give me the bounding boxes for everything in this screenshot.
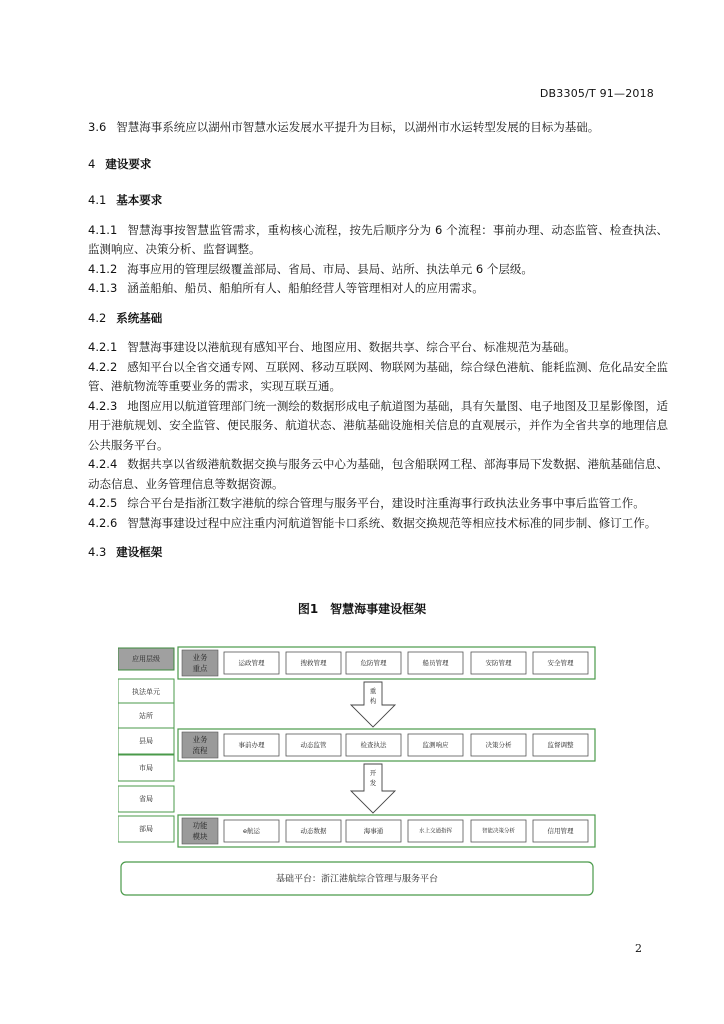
level-label: 市局 bbox=[139, 764, 153, 772]
clause-text: 地图应用以航道管理部门统一测绘的数据形成电子航道图为基础，具有矢量图、电子地图及卫星影像图，适用于港航规划、安全监管、便民服务、航道状态、港航基础设施相关信息的直观展示，并作为全省共享的地理信息公共服务平台。 bbox=[88, 398, 668, 452]
level-label: 省局 bbox=[139, 795, 153, 803]
spacer bbox=[88, 299, 668, 309]
level-label: 站所 bbox=[139, 712, 153, 720]
clause-text: 基本要求 bbox=[116, 193, 163, 207]
clause-number: 4.1.1 bbox=[88, 222, 118, 237]
clause-paragraph bbox=[88, 358, 668, 397]
module-label: 船员管理 bbox=[422, 659, 449, 667]
arrow-label-line1: 开 bbox=[369, 769, 377, 777]
spacer bbox=[88, 533, 668, 543]
row-label-line2: 流程 bbox=[192, 746, 208, 755]
spacer bbox=[88, 174, 668, 191]
clause-number: 4.1.3 bbox=[88, 281, 118, 295]
page-number: 2 bbox=[635, 942, 642, 955]
module-label: 检查执法 bbox=[360, 741, 387, 749]
clause-paragraph bbox=[88, 397, 668, 456]
clause-number: 4.2.1 bbox=[88, 340, 118, 354]
spacer bbox=[88, 328, 668, 338]
arrow-label-line1: 重 bbox=[369, 687, 377, 695]
clause-number: 4.2.6 bbox=[88, 515, 118, 530]
spacer bbox=[88, 138, 668, 155]
clause-text: 智慧海事按智慧监管需求，重构核心流程，按先后顺序分为 6 个流程：事前办理、动态监管、检查执法、监测响应、决策分析、监督调整。 bbox=[88, 222, 668, 256]
clause-text: 智慧海事建设过程中应注重内河航道智能卡口系统、数据交换规范等相应技术标准的同步制、修订工作。 bbox=[127, 515, 657, 530]
clause-paragraph bbox=[88, 118, 668, 138]
row-label-line1: 业务 bbox=[192, 735, 208, 744]
module-label: 监测响应 bbox=[422, 741, 449, 749]
base-platform-label: 基础平台：浙江港航综合管理与服务平台 bbox=[275, 874, 439, 885]
row-label-line1: 功能 bbox=[192, 821, 208, 830]
clause-number: 4.3 bbox=[88, 545, 107, 559]
clause-number: 4.2.4 bbox=[88, 457, 118, 471]
module-label: 安全管理 bbox=[547, 659, 574, 667]
clause-number: 4.2.2 bbox=[88, 359, 118, 374]
clause-number: 4.2.5 bbox=[88, 496, 118, 510]
section-heading bbox=[88, 155, 668, 175]
section-heading bbox=[88, 543, 668, 563]
arrow-label-line2: 发 bbox=[369, 779, 377, 787]
level-label: 执法单元 bbox=[132, 688, 160, 696]
framework-diagram bbox=[118, 643, 596, 900]
clause-paragraph bbox=[88, 514, 668, 534]
module-label: 监督调整 bbox=[547, 741, 574, 749]
clause-paragraph bbox=[88, 338, 668, 358]
module-label: 安防管理 bbox=[485, 659, 512, 667]
clause-number: 4 bbox=[88, 156, 96, 171]
module-label: e航运 bbox=[243, 827, 260, 835]
module-label: 运政管理 bbox=[238, 659, 265, 667]
clause-text: 感知平台以全省交通专网、互联网、移动互联网、物联网为基础，综合绿色港航、能耗监测、危化品安全监管、港航物流等重要业务的需求，实现互联互通。 bbox=[88, 359, 668, 393]
module-label: 动态数据 bbox=[300, 827, 327, 835]
module-label: 动态监管 bbox=[300, 741, 327, 749]
clause-text: 涵盖船舶、船员、船舶所有人、船舶经营人等管理相对人的应用需求。 bbox=[127, 281, 484, 295]
clause-text: 综合平台是指浙江数字港航的综合管理与服务平台，建设时注重海事行政执法业务事中事后监管工作。 bbox=[127, 496, 645, 510]
level-header-label: 应用层级 bbox=[132, 655, 160, 663]
row-label-line2: 重点 bbox=[192, 664, 208, 673]
spacer bbox=[88, 211, 668, 221]
clause-paragraph bbox=[88, 455, 668, 494]
clause-number: 4.1.2 bbox=[88, 261, 118, 276]
section-heading bbox=[88, 191, 668, 211]
clause-text: 海事应用的管理层级覆盖部局、省局、市局、县局、站所、执法单元 6 个层级。 bbox=[127, 261, 533, 276]
module-label: 危防管理 bbox=[360, 659, 387, 667]
section-heading bbox=[88, 309, 668, 329]
module-label: 海事通 bbox=[363, 827, 384, 835]
clause-text: 系统基础 bbox=[116, 310, 163, 325]
module-label: 决策分析 bbox=[485, 741, 512, 749]
document-body bbox=[88, 118, 668, 563]
clause-text: 数据共享以省级港航数据交换与服务云中心为基础，包含船联网工程、部海事局下发数据、港航基础信息、动态信息、业务管理信息等数据资源。 bbox=[88, 457, 668, 491]
clause-paragraph bbox=[88, 221, 668, 260]
row-label-line1: 业务 bbox=[192, 653, 208, 662]
module-label: 搜救管理 bbox=[300, 659, 327, 667]
row-label-line2: 模块 bbox=[192, 832, 208, 841]
module-label: 智能决策分析 bbox=[481, 828, 516, 835]
clause-number: 3.6 bbox=[88, 120, 107, 134]
level-label: 部局 bbox=[139, 825, 153, 833]
clause-number: 4.2.3 bbox=[88, 398, 118, 413]
module-label: 水上交通指挥 bbox=[418, 828, 453, 835]
clause-number: 4.1 bbox=[88, 193, 107, 207]
clause-text: 建设框架 bbox=[116, 545, 163, 559]
level-label: 县局 bbox=[139, 737, 153, 745]
clause-text: 智慧海事建设以港航现有感知平台、地图应用、数据共享、综合平台、标准规范为基础。 bbox=[127, 340, 576, 354]
clause-paragraph bbox=[88, 260, 668, 280]
module-label: 信用管理 bbox=[547, 827, 574, 835]
standard-code: DB3305/T 91—2018 bbox=[539, 87, 654, 100]
clause-paragraph bbox=[88, 494, 668, 514]
figure-title: 图1 智慧海事建设框架 bbox=[297, 602, 427, 616]
module-label: 事前办理 bbox=[238, 741, 265, 749]
clause-number: 4.2 bbox=[88, 310, 107, 325]
clause-text: 建设要求 bbox=[105, 156, 152, 171]
clause-paragraph bbox=[88, 279, 668, 299]
arrow-label-line2: 构 bbox=[369, 697, 377, 705]
clause-text: 智慧海事系统应以湖州市智慧水运发展水平提升为目标，以湖州市水运转型发展的目标为基础。 bbox=[116, 120, 600, 134]
